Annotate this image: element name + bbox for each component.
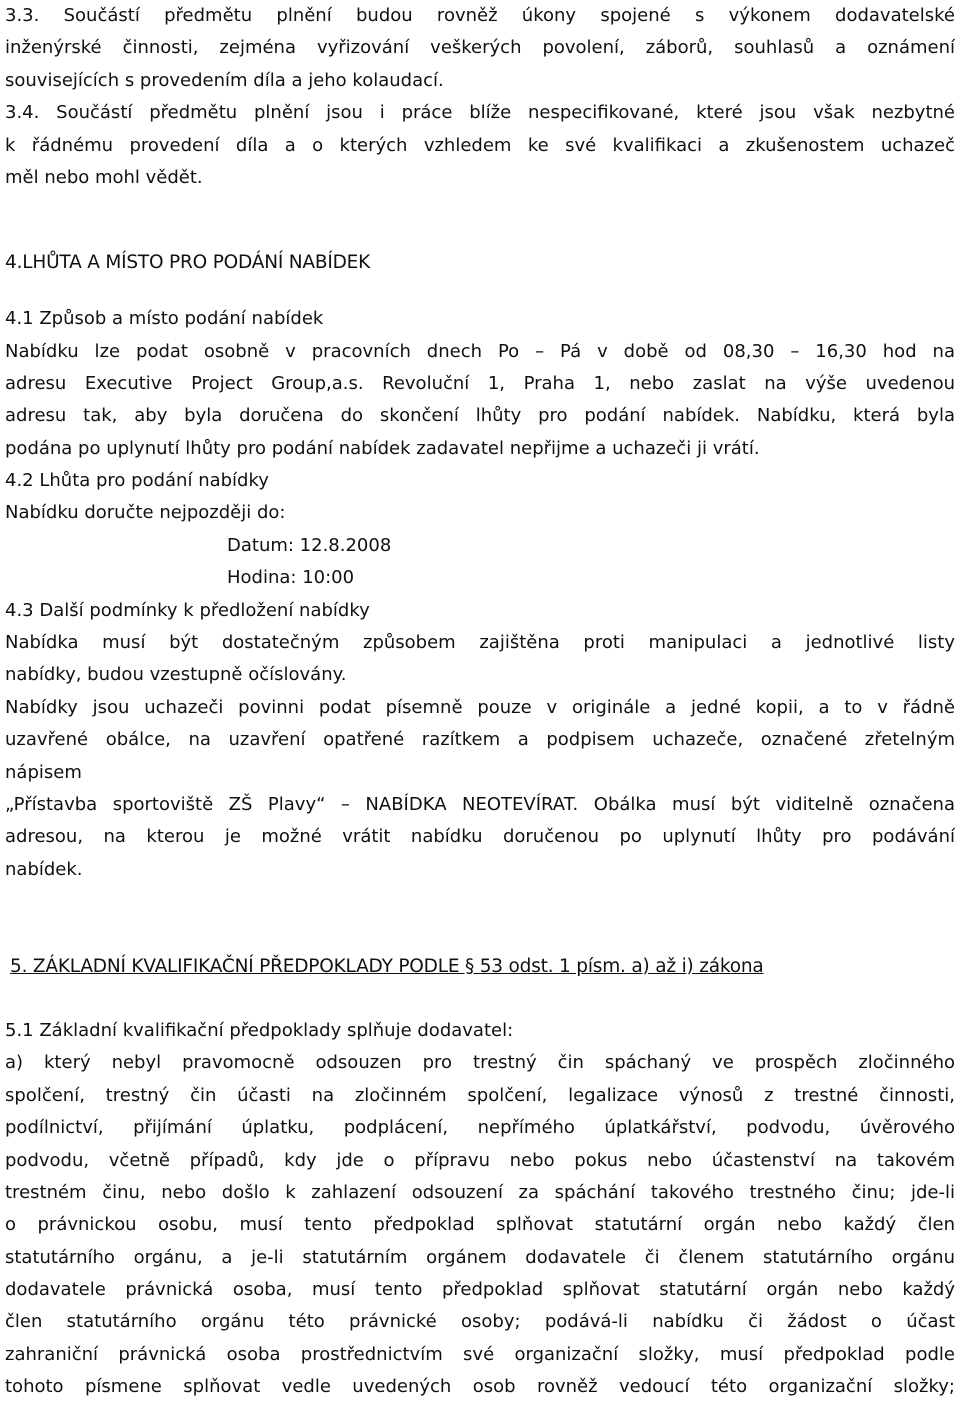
spacer [5, 983, 955, 1015]
paragraph-3-4 [5, 97, 955, 194]
spacer [5, 919, 955, 951]
text-line: člen statutárního orgánu této právnické osoby; podává-li nabídku či žádost o účast [5, 1311, 955, 1333]
deadline-intro: Nabídku doručte nejpozději do: [5, 502, 286, 524]
text-line: adresu tak, aby byla doručena do skončení lhůty pro podání nabídek. Nabídku, která byla [5, 405, 955, 427]
text-line: 3.3. Součástí předmětu plnění budou rovněž úkony spojené s výkonem dodavatelské [5, 5, 955, 26]
text-line: zahraniční právnická osoba prostřednictvím své organizační složky, musí předpoklad podle [5, 1343, 955, 1365]
text-line: nabídky, budou vzestupně očíslovány. [5, 664, 347, 686]
text-line: o právnickou osobu, musí tento předpoklad splňovat statutární orgán nebo každý člen [5, 1214, 955, 1236]
text-line: souvisejících s provedením díla a jeho kolaudací. [5, 69, 444, 91]
paragraph-4-3-b [5, 692, 955, 886]
text-line: podána po uplynutí lhůty pro podání nabídek zadavatel nepřijme a uchazeči ji vrátí. [5, 437, 760, 459]
text-line: tohoto písmene splňovat vedle uvedených osob rovněž vedoucí této organizační složky; [5, 1376, 955, 1398]
section-4-heading: 4.LHŮTA A MÍSTO PRO PODÁNÍ NABÍDEK [5, 251, 371, 273]
paragraph-5-1-a [5, 1047, 955, 1403]
paragraph-4-3-a [5, 627, 955, 692]
spacer [5, 227, 955, 247]
paragraph-4-1 [5, 336, 955, 466]
text-line: nápisem [5, 761, 82, 783]
subsection-4-2-title: 4.2 Lhůta pro podání nabídky [5, 470, 269, 492]
deadline-time: Hodina: 10:00 [227, 567, 355, 589]
text-line: „Přístavba sportoviště ZŠ Plavy“ – NABÍDKA NEOTEVÍRAT. Obálka musí být viditelně označena [5, 793, 955, 815]
subsection-4-1-title: 4.1 Způsob a místo podání nabídek [5, 308, 324, 330]
paragraph-3-3 [5, 0, 955, 97]
text-line: a) který nebyl pravomocně odsouzen pro trestný čin spáchaný ve prospěch zločinného [5, 1052, 955, 1074]
document-page [5, 0, 955, 1404]
deadline-date: Datum: 12.8.2008 [227, 534, 392, 556]
subsection-4-3-title: 4.3 Další podmínky k předložení nabídky [5, 599, 370, 621]
text-line: Nabídku lze podat osobně v pracovních dnech Po – Pá v době od 08,30 – 16,30 hod na [5, 340, 955, 362]
text-line: uzavřené obálce, na uzavření opatřené razítkem a podpisem uchazeče, označené zřetelným [5, 729, 955, 751]
text-line: nabídek. [5, 858, 83, 880]
text-line: statutárního orgánu, a je-li statutárním orgánem dodavatele či členem statutárního orgánu [5, 1246, 955, 1268]
text-line: k řádnému provedení díla a o kterých vzhledem ke své kvalifikaci a zkušenostem uchazeč [5, 134, 955, 156]
text-line: spolčení, trestný čin účasti na zločinném spolčení, legalizace výnosů z trestné činnosti, [5, 1084, 955, 1106]
text-line: inženýrské činnosti, zejména vyřizování veškerých povolení, záborů, souhlasů a oznámení [5, 37, 955, 59]
text-line: podvodu, včetně případů, kdy jde o přípravu nebo pokus nebo účastenství na takovém [5, 1149, 955, 1171]
text-line: dodavatele právnická osoba, musí tento předpoklad splňovat statutární orgán nebo každý [5, 1279, 955, 1301]
text-line: adresu Executive Project Group,a.s. Revoluční 1, Praha 1, nebo zaslat na výše uvedenou [5, 372, 955, 394]
spacer [5, 279, 955, 303]
text-line: adresou, na kterou je možné vrátit nabídku doručenou po uplynutí lhůty pro podávání [5, 826, 955, 848]
text-line: Nabídka musí být dostatečným způsobem zajištěna proti manipulaci a jednotlivé listy [5, 632, 955, 654]
spacer [5, 194, 955, 226]
text-line: Nabídky jsou uchazeči povinni podat písemně pouze v originále a jedné kopii, a to v řádně [5, 696, 955, 718]
text-line: měl nebo mohl vědět. [5, 166, 203, 188]
text-line: 3.4. Součástí předmětu plnění jsou i práce blíže nespecifikované, které jsou však nezbytné [5, 102, 955, 124]
spacer [5, 886, 955, 918]
subsection-5-1-title: 5.1 Základní kvalifikační předpoklady splňuje dodavatel: [5, 1019, 514, 1041]
text-line: podílnictví, přijímání úplatku, podplácení, nepřímého úplatkářství, podvodu, úvěrového [5, 1117, 955, 1139]
section-5-heading: 5. ZÁKLADNÍ KVALIFIKAČNÍ PŘEDPOKLADY PODLE § 53 odst. 1 písm. a) až i) zákona [10, 955, 764, 977]
text-line: trestném činu, nebo došlo k zahlazení odsouzení za spáchání takového trestného činu; jde-li [5, 1181, 955, 1203]
